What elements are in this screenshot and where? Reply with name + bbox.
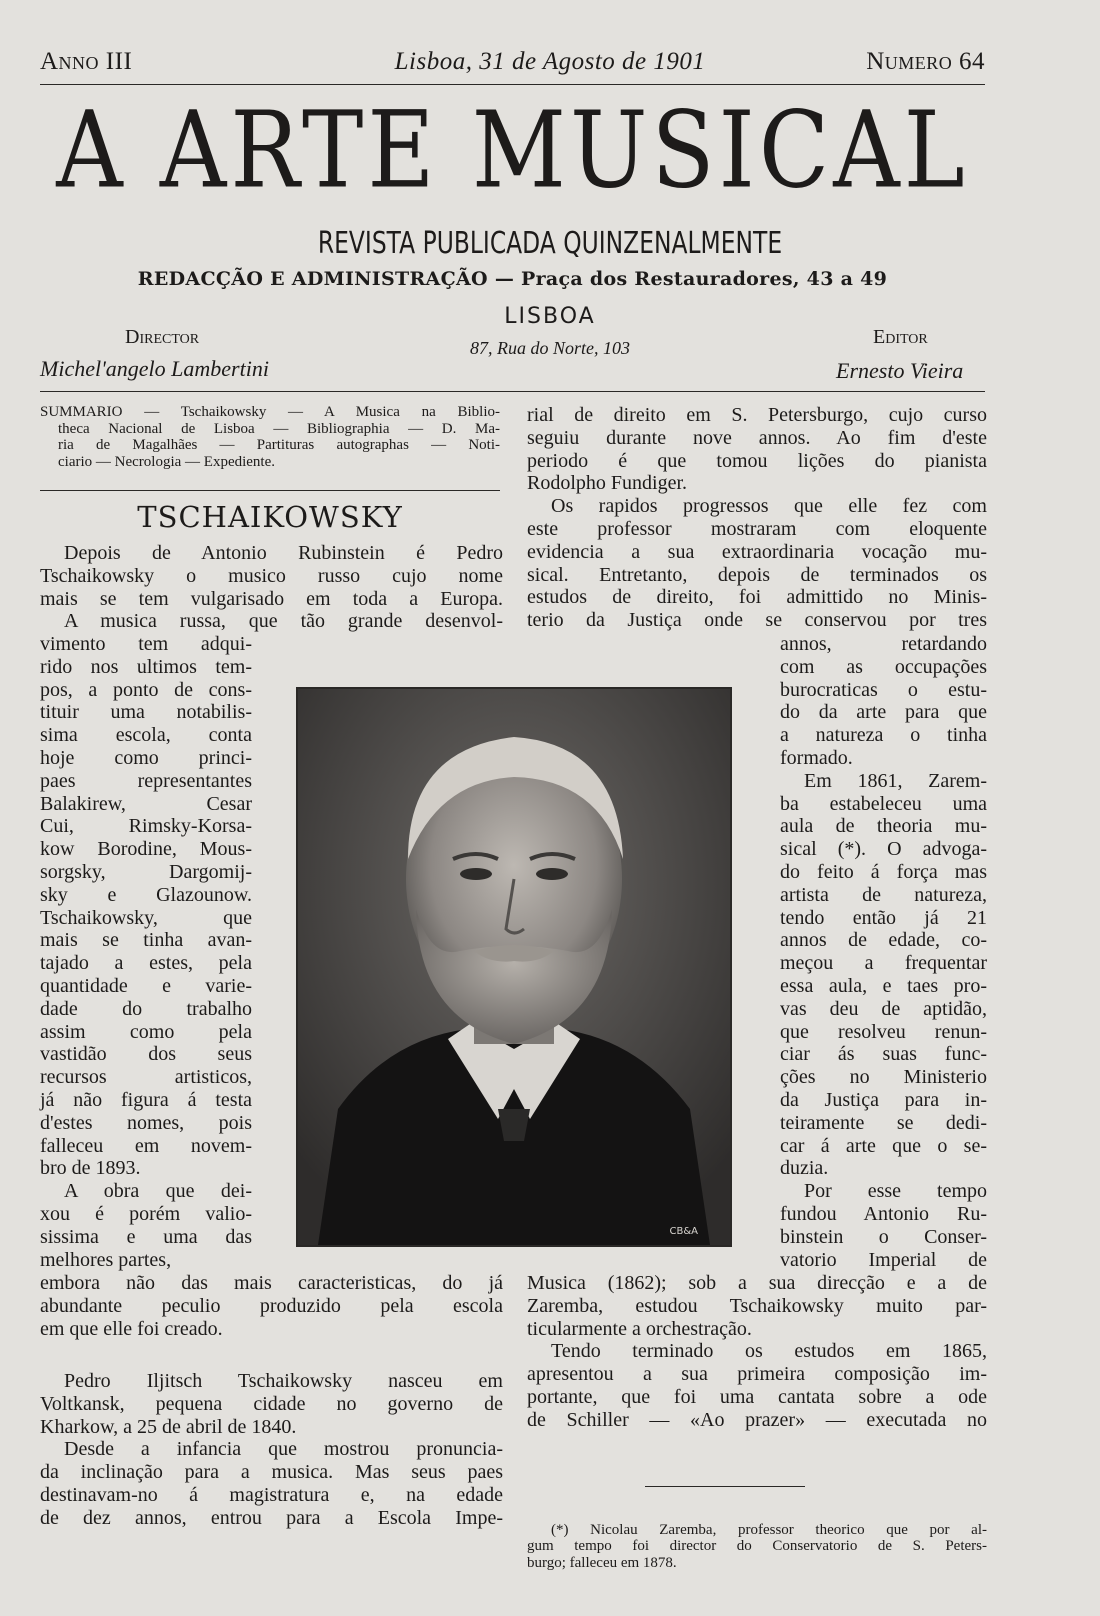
left-column-para2 xyxy=(40,1370,503,1530)
text-line: pos, a ponto de cons- xyxy=(40,678,252,701)
text-line: este professor mostraram com eloquente xyxy=(527,517,987,540)
text-line: estudos de direito, foi admittido no Minis- xyxy=(527,586,987,609)
summary-line: ria de Magalhães — Partituras autographas — Noti- xyxy=(58,437,500,454)
text-line: portante, que foi uma cantata sobre a ode xyxy=(527,1385,987,1408)
text-line: mais se tinha avan- xyxy=(40,929,252,952)
text-line: que resolveu renun- xyxy=(780,1020,987,1043)
text-line: Tschaikowsky, que xyxy=(40,906,252,929)
text-line: da inclinação para a musica. Mas seus paes xyxy=(40,1461,503,1484)
address-line: 87, Rua do Norte, 103 xyxy=(470,338,630,358)
text-line: xou é porém valio- xyxy=(40,1202,252,1225)
text-line: da Justiça para in- xyxy=(780,1088,987,1111)
text-line: rido nos ultimos tem- xyxy=(40,655,252,678)
text-line: Os rapidos progressos que elle fez com xyxy=(551,495,987,518)
left-column-bottom xyxy=(40,1272,503,1340)
text-line: ba estabeleceu uma xyxy=(780,792,987,815)
text-line: Depois de Antonio Rubinstein é Pedro xyxy=(64,542,503,564)
text-line: Em 1861, Zarem- xyxy=(804,769,987,792)
footnote-rule xyxy=(645,1486,805,1487)
director-label: Director xyxy=(125,326,200,348)
text-line: Balakirew, Cesar xyxy=(40,792,252,815)
text-line: Tschaikowsky o musico russo cujo nome xyxy=(40,564,503,587)
text-line: sima escola, conta xyxy=(40,724,252,747)
text-line: destinavam-no á magistratura e, na edade xyxy=(40,1483,503,1506)
footnote-line: gum tempo foi director do Conservatorio de S. Peters- xyxy=(527,1538,987,1555)
text-line: do da arte para que xyxy=(780,701,987,724)
text-line: a natureza o tinha xyxy=(780,724,987,747)
text-line: sissima e uma das xyxy=(40,1225,252,1248)
text-line: Zaremba, estudou Tschaikowsky muito par- xyxy=(527,1294,987,1317)
text-line: periodo é que tomou lições do pianista xyxy=(527,449,987,472)
text-line: apresentou a sua primeira composição im- xyxy=(527,1363,987,1386)
text-line: car á arte que o se- xyxy=(780,1134,987,1157)
masthead-title: A ARTE MUSICAL xyxy=(56,88,969,212)
masthead-subtitle: REVISTA PUBLICADA QUINZENALMENTE xyxy=(317,226,783,261)
text-line: embora não das mais caracteristicas, do já xyxy=(40,1272,503,1294)
text-line: Musica (1862); sob a sua direcção e a de xyxy=(527,1272,987,1294)
summary-line: ciario — Necrologia — Expediente. xyxy=(58,453,276,470)
right-column-narrow xyxy=(780,633,987,1271)
right-column-bottom xyxy=(527,1272,987,1432)
portrait-photo xyxy=(296,687,732,1247)
summary xyxy=(40,404,500,470)
text-line: vimento tem adqui- xyxy=(40,633,252,655)
text-line: ciar ás suas func- xyxy=(780,1043,987,1066)
text-line: vatorio Imperial de xyxy=(780,1248,987,1271)
text-line: abundante peculio produzido pela escola xyxy=(40,1294,503,1317)
text-line: sorgsky, Dargomij- xyxy=(40,860,252,883)
text-line: sical (*). O advoga- xyxy=(780,838,987,861)
editor-label: Editor xyxy=(873,326,928,348)
director-name: Michel'angelo Lambertini xyxy=(40,356,269,381)
left-column-top xyxy=(40,542,503,633)
text-line: vastidão dos seus xyxy=(40,1043,252,1066)
text-line: Pedro Iljitsch Tschaikowsky nasceu em xyxy=(64,1370,503,1392)
text-line: aula de theoria mu- xyxy=(780,815,987,838)
issue-year: Anno III xyxy=(40,48,133,75)
text-line: recursos artisticos, xyxy=(40,1066,252,1089)
text-line: burocraticas o estu- xyxy=(780,678,987,701)
text-line: mais se tem vulgarisado em toda a Europa. xyxy=(40,587,503,610)
city-name: LISBOA xyxy=(504,304,596,329)
text-line: tajado a estes, pela xyxy=(40,952,252,975)
text-line: sky e Glazounow. xyxy=(40,883,252,906)
text-line: quantidade e varie- xyxy=(40,974,252,997)
text-line: meçou a frequentar xyxy=(780,952,987,975)
text-line: melhores partes, xyxy=(40,1248,172,1271)
text-line: Voltkansk, pequena cidade no governo de xyxy=(40,1392,503,1415)
text-line: com as occupações xyxy=(780,655,987,678)
footnote-line: burgo; falleceu em 1878. xyxy=(527,1554,677,1571)
text-line: ticularmente a orchestração. xyxy=(527,1317,752,1340)
text-line: vas deu de aptidão, xyxy=(780,997,987,1020)
editor-name: Ernesto Vieira xyxy=(836,358,964,383)
text-line: ções no Ministerio xyxy=(780,1066,987,1089)
summary-rule xyxy=(40,490,500,491)
text-line: assim como pela xyxy=(40,1020,252,1043)
text-line: Desde a infancia que mostrou pronuncia- xyxy=(64,1438,503,1461)
text-line: kow Borodine, Mous- xyxy=(40,838,252,861)
masthead-rule xyxy=(40,391,985,392)
text-line: fundou Antonio Ru- xyxy=(780,1202,987,1225)
text-line: artista de natureza, xyxy=(780,883,987,906)
text-line: Cui, Rimsky-Korsa- xyxy=(40,815,252,838)
issue-number: Numero 64 xyxy=(866,48,985,75)
header-rule xyxy=(40,84,985,85)
text-line: sical. Entretanto, depois de terminados os xyxy=(527,563,987,586)
text-line: formado. xyxy=(780,746,853,769)
text-line: annos, retardando xyxy=(780,633,987,655)
text-line: tendo então já 21 xyxy=(780,906,987,929)
administration-line: REDACÇÃO E ADMINISTRAÇÃO — Praça dos Restauradores, 43 a 49 xyxy=(137,268,888,290)
text-line: hoje como princi- xyxy=(40,746,252,769)
text-line: Kharkow, a 25 de abril de 1840. xyxy=(40,1415,297,1438)
text-line: Tendo terminado os estudos em 1865, xyxy=(551,1340,987,1363)
text-line: annos de edade, co- xyxy=(780,929,987,952)
left-column-narrow xyxy=(40,633,252,1271)
text-line: d'estes nomes, pois xyxy=(40,1111,252,1134)
photo-credit: CB&A xyxy=(669,1226,698,1237)
text-line: paes representantes xyxy=(40,769,252,792)
text-line: A musica russa, que tão grande desenvol- xyxy=(64,610,503,633)
text-line: em que elle foi creado. xyxy=(40,1317,223,1340)
article-title: TSCHAIKOWSKY xyxy=(137,500,403,534)
text-line: falleceu em novem- xyxy=(40,1134,252,1157)
text-line: duzia. xyxy=(780,1157,829,1180)
right-column-top xyxy=(527,404,987,632)
text-line: rial de direito em S. Petersburgo, cujo curso xyxy=(527,404,987,426)
text-line: teiramente se dedi- xyxy=(780,1111,987,1134)
summary-line: SUMMARIO — Tschaikowsky — A Musica na Biblio- xyxy=(40,404,500,420)
text-line: essa aula, e taes pro- xyxy=(780,974,987,997)
text-line: seguiu durante nove annos. Ao fim d'este xyxy=(527,426,987,449)
summary-line: theca Nacional de Lisboa — Bibliographia — D. Ma- xyxy=(58,420,500,437)
footnote-line: (*) Nicolau Zaremba, professor theorico que por al- xyxy=(551,1522,987,1538)
text-line: de dez annos, entrou para a Escola Impe- xyxy=(40,1506,503,1529)
text-line: terio da Justiça onde se conservou por tres xyxy=(527,609,987,632)
text-line: tituir uma notabilis- xyxy=(40,701,252,724)
portrait-image xyxy=(298,689,730,1245)
text-line: do feito á força mas xyxy=(780,860,987,883)
text-line: binstein o Conser- xyxy=(780,1225,987,1248)
text-line: dade do trabalho xyxy=(40,997,252,1020)
text-line: Rodolpho Fundiger. xyxy=(527,472,688,495)
text-line: evidencia a sua extraordinaria vocação mu- xyxy=(527,540,987,563)
text-line: bro de 1893. xyxy=(40,1157,141,1180)
text-line: de Schiller — «Ao prazer» — executada no xyxy=(527,1408,987,1431)
text-line: já não figura á testa xyxy=(40,1088,252,1111)
issue-date: Lisboa, 31 de Agosto de 1901 xyxy=(394,48,706,75)
footnote xyxy=(527,1522,987,1571)
text-line: Por esse tempo xyxy=(804,1180,987,1203)
text-line: A obra que dei- xyxy=(64,1180,252,1203)
